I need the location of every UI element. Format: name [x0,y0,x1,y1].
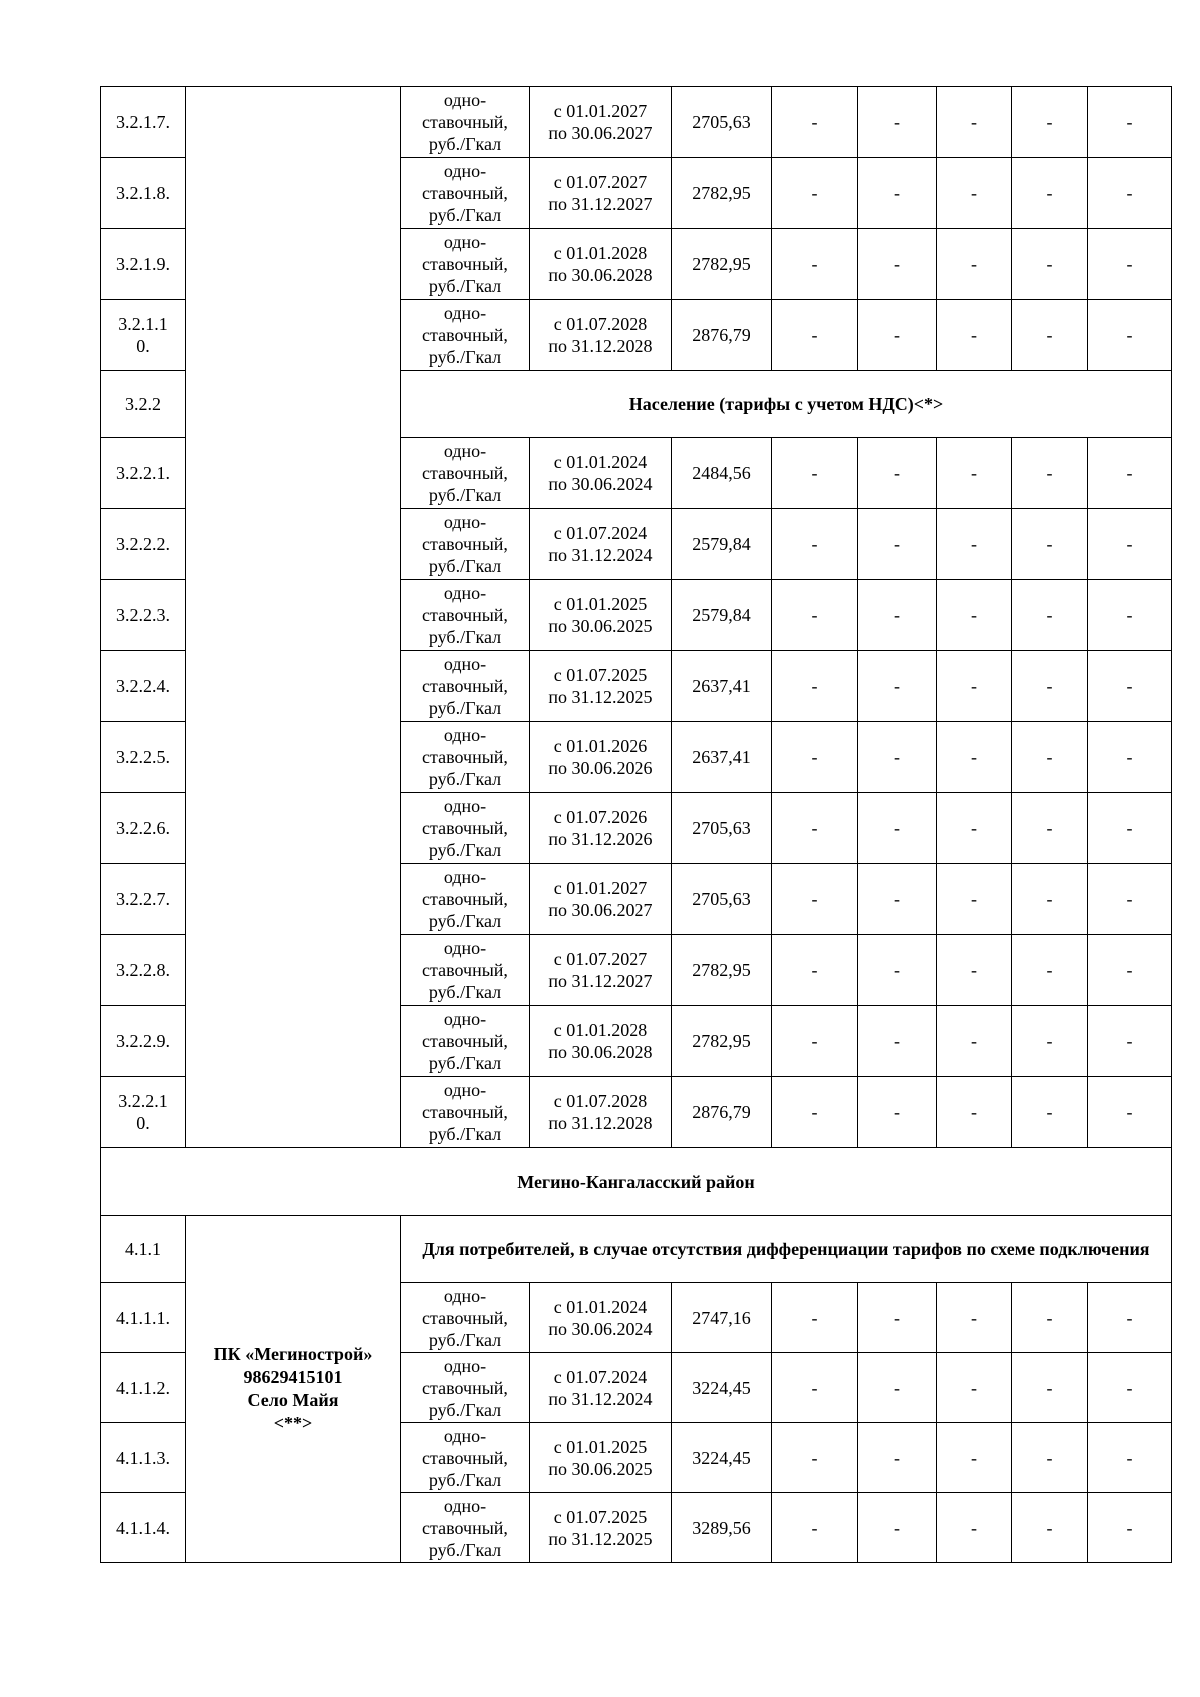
empty-value: - [937,1077,1012,1148]
tariff-period: с 01.01.2026 по 30.06.2026 [530,722,672,793]
tariff-period: с 01.07.2025 по 31.12.2025 [530,1493,672,1563]
empty-value: - [937,722,1012,793]
empty-value: - [1088,651,1172,722]
tariff-unit: одно- ставочный, руб./Гкал [401,158,530,229]
empty-value: - [937,158,1012,229]
empty-value: - [772,438,858,509]
row-code: 4.1.1.1. [101,1283,186,1353]
empty-value: - [1012,158,1088,229]
empty-value: - [937,1283,1012,1353]
tariff-value: 2705,63 [672,864,772,935]
empty-value: - [1088,438,1172,509]
empty-value: - [772,651,858,722]
tariff-period: с 01.01.2024 по 30.06.2024 [530,438,672,509]
empty-value: - [772,1353,858,1423]
empty-value: - [937,300,1012,371]
empty-value: - [937,1423,1012,1493]
tariff-unit: одно- ставочный, руб./Гкал [401,651,530,722]
tariff-period: с 01.01.2027 по 30.06.2027 [530,87,672,158]
empty-value: - [937,793,1012,864]
tariff-unit: одно- ставочный, руб./Гкал [401,1077,530,1148]
tariff-value: 2705,63 [672,793,772,864]
empty-value: - [1012,509,1088,580]
tariff-value: 2782,95 [672,158,772,229]
tariff-value: 2782,95 [672,935,772,1006]
row-code: 3.2.2.4. [101,651,186,722]
empty-value: - [1088,1423,1172,1493]
empty-value: - [858,864,937,935]
empty-value: - [858,509,937,580]
empty-value: - [772,300,858,371]
row-code: 4.1.1.2. [101,1353,186,1423]
organization-name: ПК «Мегинострой» 98629415101 Село Майя <**> [186,1216,401,1563]
empty-value: - [937,1006,1012,1077]
empty-value: - [772,1077,858,1148]
tariff-unit: одно- ставочный, руб./Гкал [401,300,530,371]
tariff-period: с 01.07.2024 по 31.12.2024 [530,509,672,580]
empty-value: - [1012,87,1088,158]
tariff-period: с 01.01.2024 по 30.06.2024 [530,1283,672,1353]
empty-value: - [858,1077,937,1148]
empty-value: - [1088,158,1172,229]
empty-value: - [772,793,858,864]
tariff-period: с 01.07.2027 по 31.12.2027 [530,935,672,1006]
empty-value: - [858,1006,937,1077]
tariff-value: 2637,41 [672,651,772,722]
tariff-period: с 01.01.2028 по 30.06.2028 [530,229,672,300]
district-title: Мегино-Кангаласский район [101,1148,1172,1216]
empty-value: - [937,1353,1012,1423]
empty-value: - [1012,438,1088,509]
section-title: Для потребителей, в случае отсутствия дифференциации тарифов по схеме подключения [401,1216,1172,1283]
row-code: 3.2.2.1 0. [101,1077,186,1148]
empty-value: - [858,1423,937,1493]
tariff-unit: одно- ставочный, руб./Гкал [401,229,530,300]
empty-value: - [772,864,858,935]
tariff-value: 2484,56 [672,438,772,509]
empty-value: - [858,158,937,229]
tariff-period: с 01.07.2028 по 31.12.2028 [530,300,672,371]
empty-value: - [858,722,937,793]
empty-value: - [1012,1353,1088,1423]
row-code: 3.2.1.1 0. [101,300,186,371]
tariff-period: с 01.07.2024 по 31.12.2024 [530,1353,672,1423]
tariff-unit: одно- ставочный, руб./Гкал [401,722,530,793]
empty-value: - [1088,793,1172,864]
empty-value: - [772,935,858,1006]
tariff-value: 2782,95 [672,1006,772,1077]
tariff-value: 2782,95 [672,229,772,300]
empty-value: - [937,935,1012,1006]
tariff-unit: одно- ставочный, руб./Гкал [401,864,530,935]
tariff-unit: одно- ставочный, руб./Гкал [401,1493,530,1563]
tariff-unit: одно- ставочный, руб./Гкал [401,1006,530,1077]
empty-value: - [937,229,1012,300]
table-row [101,87,1172,158]
tariff-unit: одно- ставочный, руб./Гкал [401,1423,530,1493]
empty-value: - [1012,864,1088,935]
tariff-unit: одно- ставочный, руб./Гкал [401,87,530,158]
empty-value: - [772,509,858,580]
tariff-unit: одно- ставочный, руб./Гкал [401,1353,530,1423]
empty-value: - [1088,229,1172,300]
empty-value: - [1088,1006,1172,1077]
tariff-period: с 01.01.2027 по 30.06.2027 [530,864,672,935]
tariff-value: 3224,45 [672,1423,772,1493]
tariff-value: 3224,45 [672,1353,772,1423]
tariff-table [100,86,1172,1563]
row-code: 3.2.2.1. [101,438,186,509]
empty-value: - [1012,580,1088,651]
empty-value: - [1012,722,1088,793]
row-code: 4.1.1.3. [101,1423,186,1493]
empty-value: - [858,793,937,864]
empty-value: - [772,158,858,229]
empty-value: - [1088,935,1172,1006]
section-title: Население (тарифы с учетом НДС)<*> [401,371,1172,438]
empty-value: - [1012,1006,1088,1077]
tariff-unit: одно- ставочный, руб./Гкал [401,1283,530,1353]
empty-value: - [1012,1283,1088,1353]
empty-value: - [937,580,1012,651]
tariff-period: с 01.07.2028 по 31.12.2028 [530,1077,672,1148]
empty-value: - [1088,1353,1172,1423]
row-code: 3.2.2.6. [101,793,186,864]
empty-value: - [1012,651,1088,722]
row-code: 3.2.1.9. [101,229,186,300]
empty-value: - [858,300,937,371]
empty-value: - [1088,1077,1172,1148]
tariff-period: с 01.07.2026 по 31.12.2026 [530,793,672,864]
empty-value: - [772,229,858,300]
empty-value: - [1088,509,1172,580]
empty-value: - [858,229,937,300]
empty-value: - [858,1353,937,1423]
section-code: 3.2.2 [101,371,186,438]
empty-value: - [858,1283,937,1353]
empty-value: - [1088,864,1172,935]
empty-value: - [1088,1493,1172,1563]
row-code: 3.2.2.9. [101,1006,186,1077]
empty-value: - [1012,300,1088,371]
tariff-value: 2705,63 [672,87,772,158]
empty-value: - [937,509,1012,580]
row-code: 3.2.1.8. [101,158,186,229]
empty-value: - [1088,300,1172,371]
organization-cell-blank [186,87,401,1148]
empty-value: - [772,1283,858,1353]
row-code: 3.2.2.5. [101,722,186,793]
empty-value: - [1088,722,1172,793]
row-code: 3.2.2.7. [101,864,186,935]
empty-value: - [772,580,858,651]
empty-value: - [1012,1493,1088,1563]
tariff-unit: одно- ставочный, руб./Гкал [401,580,530,651]
tariff-value: 3289,56 [672,1493,772,1563]
empty-value: - [1012,1077,1088,1148]
tariff-value: 2579,84 [672,509,772,580]
empty-value: - [772,87,858,158]
empty-value: - [937,438,1012,509]
section-row [101,1216,1172,1283]
row-code: 3.2.2.2. [101,509,186,580]
district-row [101,1148,1172,1216]
tariff-value: 2876,79 [672,1077,772,1148]
empty-value: - [1088,87,1172,158]
tariff-unit: одно- ставочный, руб./Гкал [401,509,530,580]
row-code: 4.1.1.4. [101,1493,186,1563]
empty-value: - [858,580,937,651]
tariff-period: с 01.01.2025 по 30.06.2025 [530,580,672,651]
tariff-value: 2579,84 [672,580,772,651]
tariff-period: с 01.07.2027 по 31.12.2027 [530,158,672,229]
empty-value: - [1012,1423,1088,1493]
section-code: 4.1.1 [101,1216,186,1283]
empty-value: - [1088,580,1172,651]
tariff-table-body [101,87,1172,1563]
empty-value: - [858,651,937,722]
tariff-value: 2747,16 [672,1283,772,1353]
empty-value: - [858,1493,937,1563]
tariff-unit: одно- ставочный, руб./Гкал [401,935,530,1006]
tariff-unit: одно- ставочный, руб./Гкал [401,793,530,864]
empty-value: - [1012,935,1088,1006]
tariff-value: 2637,41 [672,722,772,793]
empty-value: - [937,1493,1012,1563]
tariff-period: с 01.01.2025 по 30.06.2025 [530,1423,672,1493]
tariff-unit: одно- ставочный, руб./Гкал [401,438,530,509]
tariff-period: с 01.07.2025 по 31.12.2025 [530,651,672,722]
empty-value: - [858,438,937,509]
empty-value: - [937,651,1012,722]
empty-value: - [858,935,937,1006]
empty-value: - [772,1493,858,1563]
row-code: 3.2.2.3. [101,580,186,651]
empty-value: - [937,87,1012,158]
empty-value: - [772,722,858,793]
row-code: 3.2.2.8. [101,935,186,1006]
empty-value: - [772,1423,858,1493]
empty-value: - [772,1006,858,1077]
empty-value: - [1012,793,1088,864]
tariff-period: с 01.01.2028 по 30.06.2028 [530,1006,672,1077]
empty-value: - [1088,1283,1172,1353]
row-code: 3.2.1.7. [101,87,186,158]
tariff-value: 2876,79 [672,300,772,371]
empty-value: - [1012,229,1088,300]
empty-value: - [937,864,1012,935]
empty-value: - [858,87,937,158]
